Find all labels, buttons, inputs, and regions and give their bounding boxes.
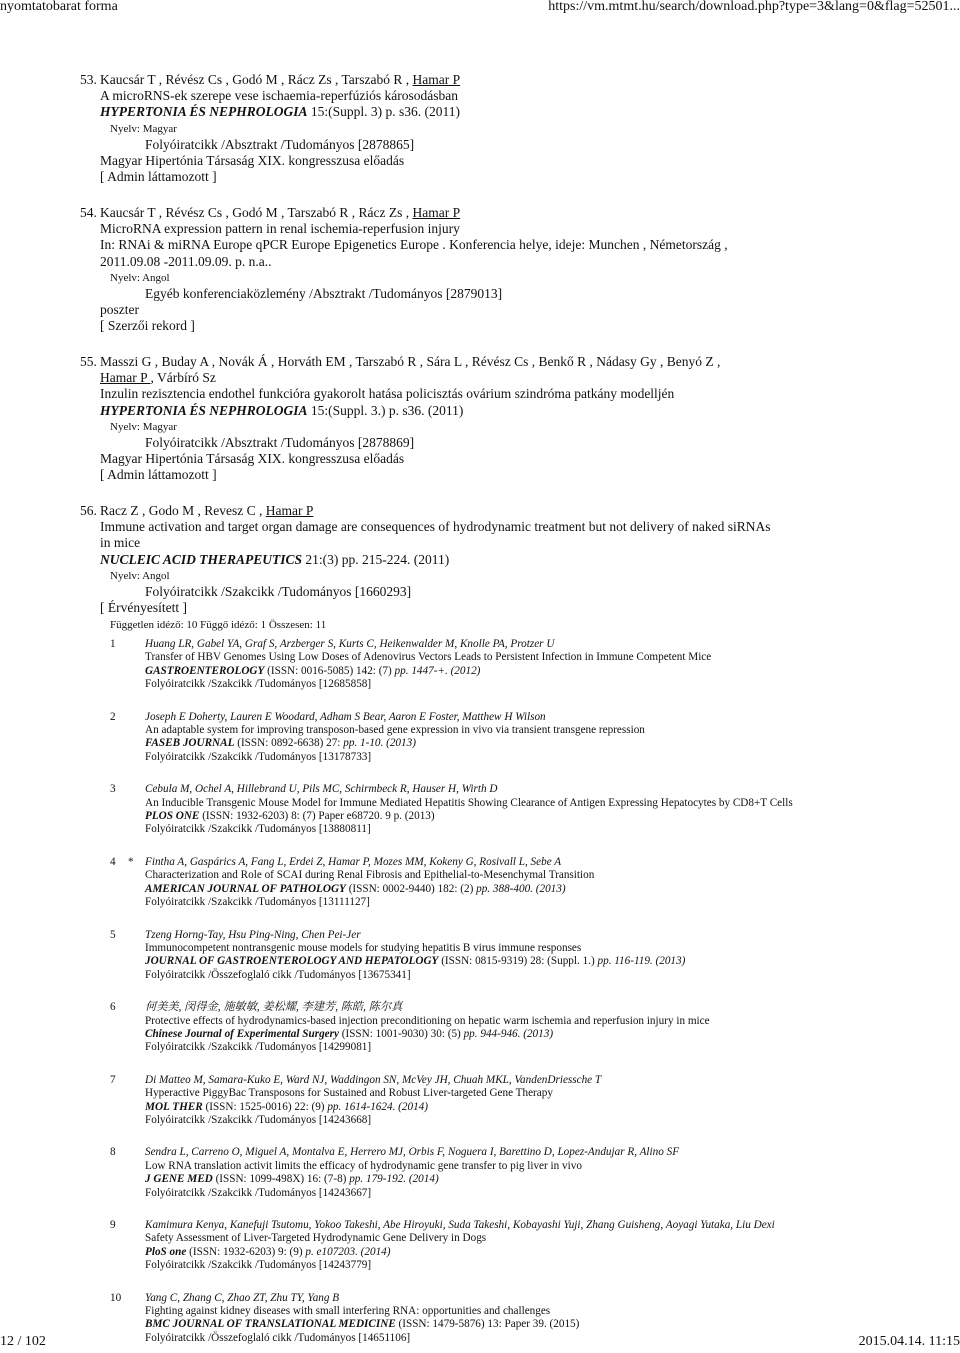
citation-authors: Sendra L, Carreno O, Miguel A, Montalva E, Herrero MJ, Orbis F, Noguera I, Barettino D, Lopez-Andujar R, Alino SF — [145, 1146, 680, 1159]
citation-list — [110, 638, 870, 1345]
citation-authors: 何美美, 闵得金, 施敏敏, 姜松耀, 李建芳, 陈皓, 陈尔真 — [145, 1001, 403, 1014]
citation-journal: FASEB JOURNAL — [145, 737, 235, 750]
citation-journal: BMC JOURNAL OF TRANSLATIONAL MEDICINE — [145, 1318, 396, 1331]
citation-number: 7 — [110, 1073, 116, 1086]
citation-type: Folyóiratcikk /Szakcikk /Tudományos [14243667] — [145, 1186, 372, 1199]
note: Magyar Hipertónia Társaság XIX. kongresszusa előadás — [100, 451, 405, 467]
publication-entry-54 — [80, 205, 940, 334]
citation-title: Hyperactive PiggyBac Transposons for Sustained and Robust Liver-targeted Gene Therapy — [145, 1087, 553, 1100]
title: Immune activation and target organ damage are consequences of hydrodynamic treatment but not delivery of naked siRNAs — [100, 519, 771, 535]
citation-number: 1 — [110, 638, 116, 650]
citation-number: 9 — [110, 1219, 116, 1231]
citation-pages: pp. 1447-+. (2012) — [394, 664, 481, 677]
citation-authors: Huang LR, Gabel YA, Graf S, Arzberger S, Kurts C, Heikenwalder M, Knolle PA, Protzer U — [145, 638, 555, 650]
language: Nyelv: Angol — [110, 271, 170, 284]
publication-type: Folyóiratcikk /Absztrakt /Tudományos [2878865] — [145, 136, 415, 152]
citation-authors: Di Matteo M, Samara-Kuko E, Ward NJ, Waddingon SN, McVey JH, Chuah MKL, VandenDriessche T — [145, 1073, 602, 1086]
citation-issn: (ISSN: 0016-5085) 142: (7) — [264, 664, 395, 677]
citation-journal: GASTROENTEROLOGY — [145, 664, 265, 677]
citation-journal: PLOS ONE — [145, 810, 200, 823]
citation-journal: MOL THER — [145, 1100, 203, 1113]
authors: Kaucsár T , Révész Cs , Godó M , Tarszabó R , Rácz Zs , — [100, 205, 413, 220]
publication-type: Egyéb konferenciaközlemény /Absztrakt /Tudományos [2879013] — [145, 285, 503, 301]
citation-item — [110, 929, 870, 983]
citation-authors: Kamimura Kenya, Kanefuji Tsutomu, Yokoo Takeshi, Abe Hiroyuki, Suda Takeshi, Kobayashi Yuji, Zhang Guisheng, Aoyagi Yutaka, Liu Dexi — [145, 1219, 775, 1231]
citation-issn: (ISSN: 1932-6203) 8: (7) Paper e68720. 9 p. (2013) — [199, 810, 435, 823]
citation-number: 4 — [110, 855, 116, 868]
citation-authors: Tzeng Horng-Tay, Hsu Ping-Ning, Chen Pei-Jer — [145, 928, 361, 941]
citation-type: Folyóiratcikk /Szakcikk /Tudományos [14243779] — [145, 1259, 372, 1272]
citation-number: 5 — [110, 928, 116, 941]
citation-item — [110, 1146, 870, 1200]
language: Nyelv: Magyar — [110, 420, 177, 433]
entry-number: 55. — [80, 354, 97, 369]
author-link-hamar[interactable]: Hamar P — [265, 503, 314, 518]
print-timestamp: 2015.04.14. 11:15 — [858, 1334, 960, 1349]
journal: HYPERTONIA ÉS NEPHROLOGIA — [100, 104, 308, 120]
citation-issn: (ISSN: 0892-6638) 27: — [234, 737, 344, 750]
journal: HYPERTONIA ÉS NEPHROLOGIA — [100, 402, 308, 418]
citation-number: 8 — [110, 1146, 116, 1159]
publication-entry-53 — [80, 72, 940, 185]
citation-journal: AMERICAN JOURNAL OF PATHOLOGY — [145, 882, 346, 895]
author-link-hamar[interactable]: Hamar P — [100, 370, 151, 386]
citation-issn: (ISSN: 1479-5876) 13: Paper 39. (2015) — [395, 1318, 580, 1331]
entry-number: 54. — [80, 205, 97, 220]
status: [ Admin láttamozott ] — [100, 169, 217, 185]
journal: NUCLEIC ACID THERAPEUTICS — [100, 551, 303, 567]
citation-number: 10 — [110, 1291, 122, 1304]
citation-journal: J GENE MED — [145, 1173, 213, 1186]
citation-journal: PloS one — [145, 1245, 187, 1258]
citation-item — [110, 1292, 870, 1346]
publication-details: 15:(Suppl. 3) p. s36. (2011) — [307, 104, 461, 120]
authors: Masszi G , Buday A , Novák Á , Horváth EM , Tarszabó R , Sára L , Révész Cs , Benkő R , Nádasy Gy , Benyó Z , — [100, 354, 721, 369]
citation-type: Folyóiratcikk /Szakcikk /Tudományos [14243668] — [145, 1113, 372, 1126]
publication-entry-56 — [80, 503, 940, 616]
citation-authors: Fintha A, Gaspárics A, Fang L, Erdei Z, Hamar P, Mozes MM, Kokeny G, Rosivall L, Sebe A — [145, 855, 562, 868]
citation-journal: JOURNAL OF GASTROENTEROLOGY AND HEPATOLOGY — [145, 955, 439, 968]
citation-title: An adaptable system for improving transposon-based gene expression in vivo via transient transgene repression — [145, 724, 645, 737]
page-number: 12 / 102 — [0, 1334, 46, 1349]
citation-type: Folyóiratcikk /Szakcikk /Tudományos [13111127] — [145, 896, 370, 909]
citation-pages: p. e107203. (2014) — [305, 1245, 391, 1258]
entry-number: 53. — [80, 72, 97, 87]
status: [ Érvényesített ] — [100, 600, 187, 616]
page-header-left: nyomtatobarat forma — [0, 0, 118, 14]
citation-type: Folyóiratcikk /Összefoglaló cikk /Tudományos [14651106] — [145, 1331, 411, 1344]
citation-pages: pp. 116-119. (2013) — [597, 955, 686, 968]
title: MicroRNA expression pattern in renal ischemia-reperfusion injury — [100, 221, 460, 237]
status: [ Szerzői rekord ] — [100, 318, 195, 334]
entry-number: 56. — [80, 503, 97, 518]
conference-info: In: RNAi & miRNA Europe qPCR Europe Epigenetics Europe . Konferencia helye, ideje: Munchen , Németország , — [100, 237, 728, 253]
citation-item — [110, 1219, 870, 1273]
authors: Racz Z , Godo M , Revesz C , — [100, 503, 266, 518]
citation-number: 6 — [110, 1001, 116, 1014]
citation-type: Folyóiratcikk /Szakcikk /Tudományos [14299081] — [145, 1041, 372, 1054]
author-link-hamar[interactable]: Hamar P — [412, 72, 461, 87]
page-header-url[interactable]: https://vm.mtmt.hu/search/download.php?type=3&lang=0&flag=52501... — [548, 0, 960, 14]
citation-issn: (ISSN: 1525-0016) 22: (9) — [202, 1100, 328, 1113]
citation-item — [110, 711, 870, 765]
authors-cont: , Várbíró Sz — [150, 370, 216, 386]
citation-type: Folyóiratcikk /Szakcikk /Tudományos [12685858] — [145, 678, 372, 691]
citation-pages: pp. 1-10. (2013) — [343, 737, 416, 750]
citation-title: Low RNA translation activit limits the efficacy of hydrodynamic gene transfer to pig liver in vivo — [145, 1159, 582, 1172]
citation-pages: pp. 944-946. (2013) — [463, 1027, 554, 1040]
citation-issn: (ISSN: 1001-9030) 30: (5) — [338, 1027, 464, 1040]
citation-pages: pp. 388-400. (2013) — [476, 882, 566, 895]
citation-pages: pp. 1614-1624. (2014) — [327, 1100, 428, 1113]
citation-item — [110, 1074, 870, 1128]
citation-title: Safety Assessment of Liver-Targeted Hydrodynamic Gene Delivery in Dogs — [145, 1232, 487, 1245]
citation-title: Protective effects of hydrodynamics-based injection preconditioning on hepatic warm ischemia and reperfusion injury in mice — [145, 1014, 710, 1027]
note: poszter — [100, 302, 139, 318]
citation-issn: (ISSN: 1932-6203) 9: (9) — [186, 1245, 306, 1258]
language: Nyelv: Angol — [110, 569, 170, 582]
citation-title: Characterization and Role of SCAI during Renal Fibrosis and Epithelial-to-Mesenchymal Transition — [145, 869, 595, 882]
self-citation-mark: * — [128, 855, 134, 868]
citation-pages: pp. 179-192. (2014) — [349, 1173, 439, 1186]
title-cont: in mice — [100, 535, 141, 551]
title: Inzulin rezisztencia endothel funkcióra gyakorolt hatása policisztás ovárium szindróma patkány modelljén — [100, 386, 675, 402]
title: A microRNS-ek szerepe vese ischaemia-reperfúziós károsodásban — [100, 88, 458, 104]
citation-authors: Joseph E Doherty, Lauren E Woodard, Adham S Bear, Aaron E Foster, Matthew H Wilson — [145, 710, 546, 723]
citation-type: Folyóiratcikk /Összefoglaló cikk /Tudományos [13675341] — [145, 968, 411, 981]
publication-type: Folyóiratcikk /Szakcikk /Tudományos [1660293] — [145, 583, 412, 599]
publication-type: Folyóiratcikk /Absztrakt /Tudományos [2878869] — [145, 434, 415, 450]
citation-item — [110, 1001, 870, 1055]
citation-title: Immunocompetent nontransgenic mouse models for studying hepatitis B virus immune responses — [145, 941, 582, 954]
note: Magyar Hipertónia Társaság XIX. kongresszusa előadás — [100, 152, 405, 168]
citation-type: Folyóiratcikk /Szakcikk /Tudományos [13880811] — [145, 823, 371, 836]
citation-issn: (ISSN: 0815-9319) 28: (Suppl. 1.) — [438, 955, 598, 968]
publication-details: 21:(3) pp. 215-224. (2011) — [302, 551, 450, 567]
citation-journal: Chinese Journal of Experimental Surgery — [145, 1027, 339, 1040]
authors: Kaucsár T , Révész Cs , Godó M , Rácz Zs , Tarszabó R , — [100, 72, 413, 87]
citation-issn: (ISSN: 0002-9440) 182: (2) — [345, 882, 477, 895]
citation-number: 2 — [110, 710, 116, 723]
status: [ Admin láttamozott ] — [100, 467, 217, 483]
citation-title: An Inducible Transgenic Mouse Model for Immune Mediated Hepatitis Showing Clearance of Antigen Expressing Hepatocytes by CD8+T Cells — [145, 796, 793, 809]
language: Nyelv: Magyar — [110, 122, 177, 135]
citation-title: Fighting against kidney diseases with small interfering RNA: opportunities and challenges — [145, 1305, 551, 1318]
citation-issn: (ISSN: 1099-498X) 16: (7-8) — [212, 1173, 350, 1186]
publication-entry-55 — [80, 354, 940, 483]
citation-authors: Yang C, Zhang C, Zhao ZT, Zhu TY, Yang B — [145, 1291, 340, 1304]
citation-number: 3 — [110, 783, 116, 796]
publication-details: 15:(Suppl. 3.) p. s36. (2011) — [307, 402, 464, 418]
citation-item — [110, 638, 870, 692]
citation-authors: Cebula M, Ochel A, Hillebrand U, Pils MC, Schirmbeck R, Hauser H, Wirth D — [145, 783, 498, 796]
citation-title: Transfer of HBV Genomes Using Low Doses of Adenovirus Vectors Leads to Persistent Infection in Immune Competent Mice — [145, 651, 712, 664]
author-link-hamar[interactable]: Hamar P — [412, 205, 461, 220]
citation-type: Folyóiratcikk /Szakcikk /Tudományos [13178733] — [145, 750, 372, 763]
citation-item — [110, 856, 870, 910]
citation-item — [110, 783, 870, 837]
conference-date: 2011.09.08 -2011.09.09. p. n.a.. — [100, 253, 272, 269]
citation-counts: Független idéző: 10 Függő idéző: 1 Összesen: 11 — [110, 619, 327, 631]
